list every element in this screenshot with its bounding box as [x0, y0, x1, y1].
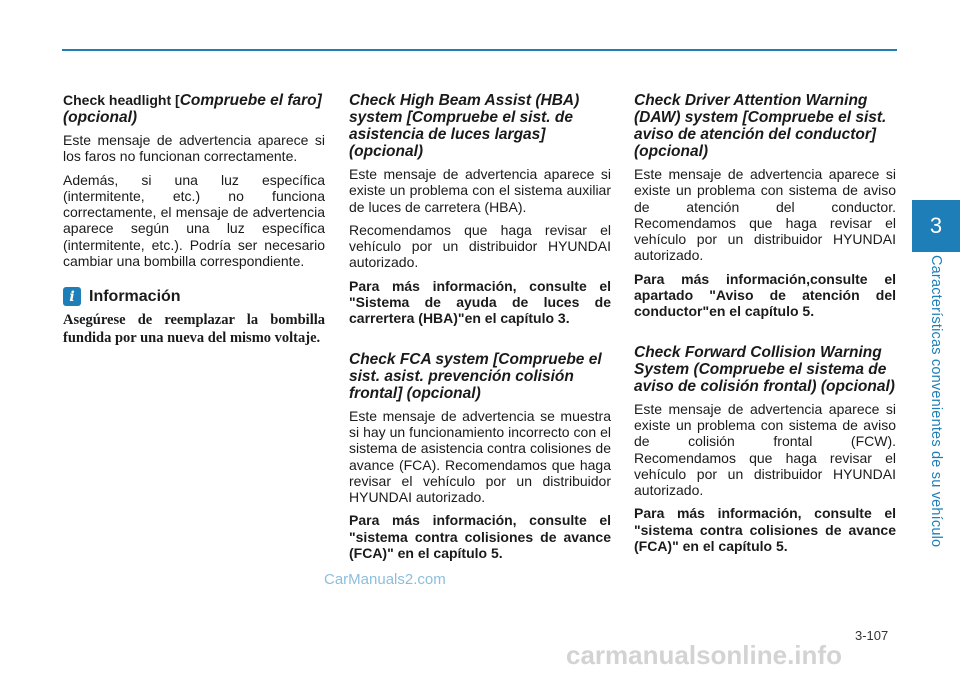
chapter-number-tab: 3 [912, 200, 960, 252]
column-1 [63, 92, 325, 347]
chapter-side-title: Características convenientes de su vehículo [928, 255, 944, 548]
watermark-footer[interactable]: carmanualsonline.info [566, 640, 842, 670]
headlight-paragraph-2: Además, si una luz específica (intermitente, etc.) no funciona correctamente, el mensaje de advertencia aparece según una luz específica (intermitente, etc.). Podría ser necesario cambiar una bombilla correspondiente. [63, 171, 325, 270]
column-2 [349, 92, 611, 567]
column-3 [634, 92, 896, 560]
fcw-heading: Check Forward Collision Warning System (Compruebe el sistema de aviso de colisión frontal) (opcional) [634, 343, 895, 395]
daw-heading: Check Driver Attention Warning (DAW) system [Compruebe el sist. aviso de atención del conductor] (opcional) [634, 92, 887, 160]
fca-heading: Check FCA system [Compruebe el sist. asist. prevención colisión frontal] (opcional) [349, 350, 602, 402]
hba-note: Para más información, consulte el "Sistema de ayuda de luces de carrertera (HBA)"en el capítulo 3. [349, 277, 611, 327]
fcw-paragraph: Este mensaje de advertencia aparece si existe un problema con sistema de aviso de colisión frontal (FCW). Recomendamos que haga revisar el vehículo por un distribuidor HYUNDAI autorizado. [634, 400, 896, 499]
fca-note: Para más información, consulte el "sistema contra colisiones de avance (FCA)" en el capítulo 5. [349, 512, 611, 562]
top-divider [62, 49, 897, 51]
hba-paragraph-2: Recomendamos que haga revisar el vehículo por un distribuidor HYUNDAI autorizado. [349, 221, 611, 271]
daw-note: Para más información,consulte el apartado "Aviso de atención del conductor"en el capítulo 5. [634, 270, 896, 320]
fcw-note: Para más información, consulte el "sistema contra colisiones de avance (FCA)" en el capítulo 5. [634, 505, 896, 555]
fca-paragraph: Este mensaje de advertencia se muestra si hay un funcionamiento incorrecto con el sistema de asistencia contra colisiones de avance (FCA). Recomendamos que haga revisar el vehículo por un distribuidor HYUNDAI autorizado. [349, 407, 611, 506]
daw-paragraph: Este mensaje de advertencia aparece si existe un problema con sistema de aviso de atención del conductor. Recomendamos que haga revisar el vehículo por un distribuidor HYUNDAI autorizado. [634, 166, 896, 264]
page-number: 3-107 [855, 628, 889, 643]
info-icon: i [63, 287, 81, 306]
info-text: Asegúrese de reemplazar la bombilla fundida por una nueva del mismo voltaje. [63, 312, 325, 346]
headlight-paragraph-1: Este mensaje de advertencia aparece si los faros no funcionan correctamente. [63, 132, 325, 165]
watermark-inline[interactable]: CarManuals2.com [324, 571, 446, 588]
headlight-heading: Check headlight [Compruebe el faro] (opcional) [63, 92, 322, 126]
hba-paragraph-1: Este mensaje de advertencia aparece si existe un problema con el sistema auxiliar de luces de carretera (HBA). [349, 166, 611, 215]
info-title: Información [89, 287, 181, 305]
info-header [63, 287, 325, 306]
hba-heading: Check High Beam Assist (HBA) system [Compruebe el sist. de asistencia de luces largas] (opcional) [349, 92, 580, 160]
